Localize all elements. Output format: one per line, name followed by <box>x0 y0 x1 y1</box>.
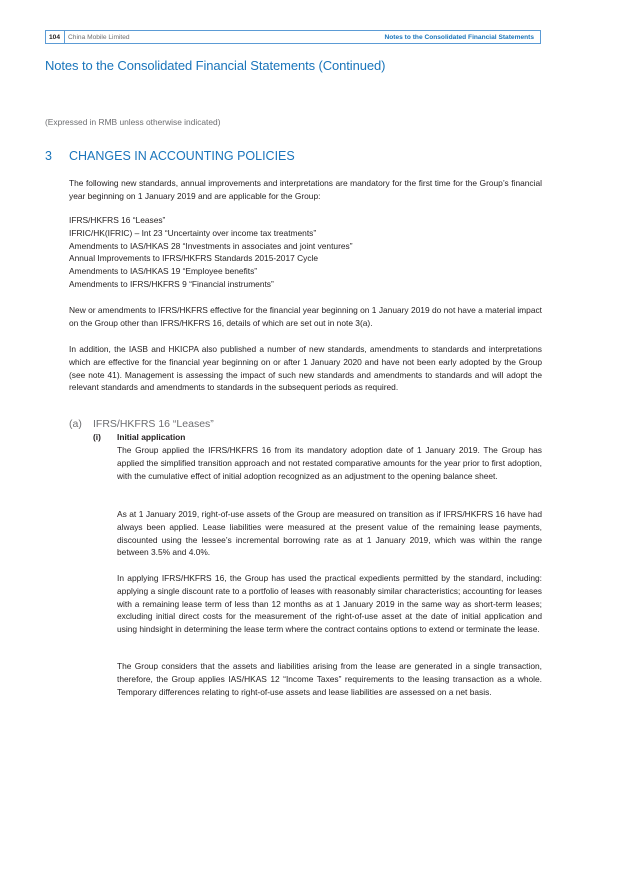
paragraph-impact: New or amendments to IFRS/HKFRS effective for the financial year beginning on 1 January 2019 do not have a material impact on the Group other than IFRS/HKFRS 16, details of which are set out in note 3(a). <box>69 305 542 328</box>
paragraph-practical-expedients: In applying IFRS/HKFRS 16, the Group has used the practical expedients permitted by the standard, including: applying a single discount rate to a portfolio of leases with reasonably similar characteristics; accounting for leases with a remaining lease term of less than 12 months as at 1 January 2019 in the same way as short-term leases; excluding initial direct costs for the measurement of the right-of-use asset at the date of initial application and using hindsight in determining the lease term where the contract contains options to extend or terminate the lease. <box>117 573 542 635</box>
item-title: Initial application <box>117 432 186 442</box>
paragraph-tax: The Group considers that the assets and liabilities arising from the lease are generated in a single transaction, therefore, the Group applies IAS/HKAS 12 “Income Taxes” requirements to the leasing transaction as a whole. Temporary differences relating to right-of-use assets and lease liabilities are assessed on a net basis. <box>117 661 542 697</box>
currency-note: (Expressed in RMB unless otherwise indicated) <box>45 117 221 127</box>
page-title: Notes to the Consolidated Financial Statements (Continued) <box>45 58 386 73</box>
standards-list <box>69 214 353 291</box>
list-item: Amendments to IFRS/HKFRS 9 “Financial instruments” <box>69 278 274 289</box>
list-item: IFRIC/HK(IFRIC) – Int 23 “Uncertainty over income tax treatments” <box>69 227 317 238</box>
list-item: Amendments to IAS/HKAS 28 “Investments in associates and joint ventures” <box>69 240 353 251</box>
paragraph-right-of-use: As at 1 January 2019, right-of-use assets of the Group are measured on transition as if IFRS/HKFRS 16 have had always been applied. Lease liabilities were measured at the present value of the remaining lease payments, discounted using the lessee’s incremental borrowing rate as at 1 January 2019, which was within the range between 3.5% and 4.0%. <box>117 509 542 558</box>
list-item: Amendments to IAS/HKAS 19 “Employee benefits” <box>69 266 258 277</box>
subsection-label: (a) <box>69 418 82 430</box>
paragraph-initial-application: The Group applied the IFRS/HKFRS 16 from its mandatory adoption date of 1 January 2019. The Group has applied the simplified transition approach and not restated comparative amounts for the year prior to first adoption, with the cumulative effect of initial adoption recognized as an adjustment to the opening balance sheet. <box>117 445 542 481</box>
company-name: China Mobile Limited <box>68 33 130 41</box>
running-header <box>45 30 541 44</box>
page-number: 104 <box>46 31 65 43</box>
list-item: IFRS/HKFRS 16 “Leases” <box>69 215 166 225</box>
section-number: 3 <box>45 149 52 163</box>
section-intro: The following new standards, annual improvements and interpretations are mandatory for the first time for the Group’s financial year beginning on 1 January 2019 and are applicable for the Group: <box>69 178 542 201</box>
header-section-title: Notes to the Consolidated Financial Statements <box>384 33 534 41</box>
list-item: Annual Improvements to IFRS/HKFRS Standards 2015-2017 Cycle <box>69 253 319 264</box>
section-title: CHANGES IN ACCOUNTING POLICIES <box>69 149 295 163</box>
paragraph-new-standards: In addition, the IASB and HKICPA also published a number of new standards, amendments to standards and interpretations which are effective for the financial year beginning on or after 1 January 2020 and have not been early adopted by the Group (see note 41). Management is assessing the impact of such new standards and amendments to standards and will adopt the relevant standards and amendments to standards in the subsequent periods as required. <box>69 344 542 393</box>
item-label: (i) <box>93 432 101 442</box>
subsection-title: IFRS/HKFRS 16 “Leases” <box>93 418 214 430</box>
